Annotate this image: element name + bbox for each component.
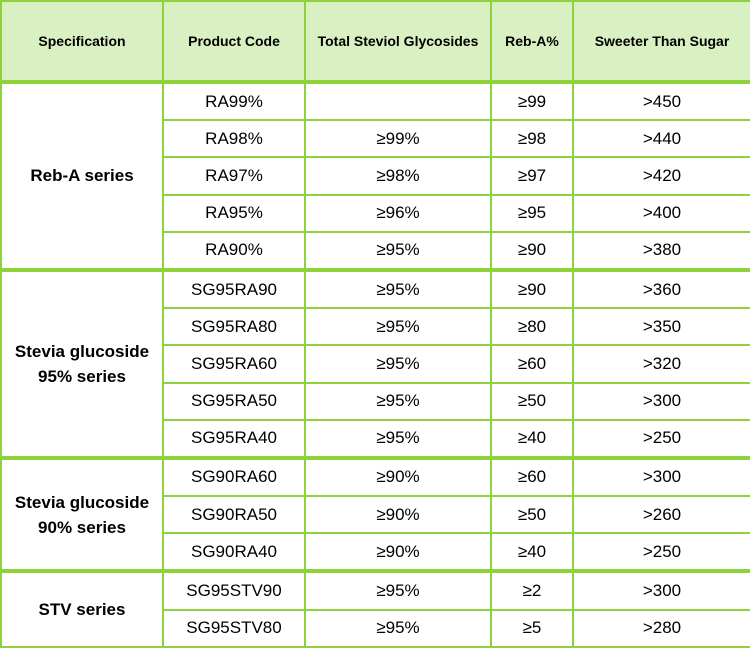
- product-code-cell: SG95STV90: [163, 571, 305, 609]
- series-name-line: Stevia glucoside: [14, 492, 150, 512]
- table-row: [1, 571, 750, 609]
- total-steviol-glycosides-cell: ≥95%: [305, 270, 491, 308]
- total-steviol-glycosides-cell: ≥95%: [305, 610, 491, 647]
- product-code-cell: SG95RA80: [163, 308, 305, 345]
- sweeter-than-sugar-cell: >380: [573, 232, 750, 270]
- series-name-line: Reb-A series: [30, 166, 134, 186]
- sweeter-than-sugar-cell: >250: [573, 533, 750, 571]
- reb-a-cell: ≥60: [491, 458, 573, 496]
- table-row: [1, 458, 750, 496]
- sweeter-than-sugar-cell: >450: [573, 82, 750, 120]
- sweeter-than-sugar-cell: >300: [573, 383, 750, 420]
- reb-a-cell: ≥40: [491, 420, 573, 458]
- reb-a-cell: ≥90: [491, 270, 573, 308]
- total-steviol-glycosides-cell: ≥90%: [305, 533, 491, 571]
- total-steviol-glycosides-cell: ≥95%: [305, 308, 491, 345]
- series-name-line: 90% series: [38, 517, 126, 537]
- reb-a-cell: ≥80: [491, 308, 573, 345]
- series-name-cell: [1, 270, 163, 458]
- header-reb-a: Reb-A%: [491, 1, 573, 82]
- total-steviol-glycosides-cell: ≥95%: [305, 383, 491, 420]
- reb-a-cell: ≥97: [491, 157, 573, 194]
- total-steviol-glycosides-cell: ≥95%: [305, 232, 491, 270]
- sweeter-than-sugar-cell: >420: [573, 157, 750, 194]
- series-name-cell: [1, 571, 163, 646]
- series-name-cell: [1, 458, 163, 572]
- product-code-cell: SG95RA90: [163, 270, 305, 308]
- header-total-steviol-glycosides: Total Steviol Glycosides: [305, 1, 491, 82]
- product-code-cell: RA95%: [163, 195, 305, 232]
- total-steviol-glycosides-cell: ≥90%: [305, 496, 491, 533]
- reb-a-cell: ≥5: [491, 610, 573, 647]
- reb-a-cell: ≥40: [491, 533, 573, 571]
- sweeter-than-sugar-cell: >350: [573, 308, 750, 345]
- sweeter-than-sugar-cell: >440: [573, 120, 750, 157]
- table-body: [1, 82, 750, 647]
- sweeter-than-sugar-cell: >280: [573, 610, 750, 647]
- header-specification: Specification: [1, 1, 163, 82]
- product-code-cell: SG90RA40: [163, 533, 305, 571]
- reb-a-cell: ≥50: [491, 383, 573, 420]
- total-steviol-glycosides-cell: ≥96%: [305, 195, 491, 232]
- product-code-cell: SG90RA50: [163, 496, 305, 533]
- product-code-cell: SG90RA60: [163, 458, 305, 496]
- product-code-cell: RA90%: [163, 232, 305, 270]
- sweeter-than-sugar-cell: >400: [573, 195, 750, 232]
- series-name-line: STV series: [38, 600, 126, 620]
- series-name-line: Stevia glucoside: [14, 341, 150, 361]
- product-code-cell: SG95RA40: [163, 420, 305, 458]
- sweeter-than-sugar-cell: >300: [573, 458, 750, 496]
- sweeter-than-sugar-cell: >360: [573, 270, 750, 308]
- reb-a-cell: ≥60: [491, 345, 573, 382]
- total-steviol-glycosides-cell: [305, 82, 491, 120]
- header-row: [1, 1, 750, 82]
- series-name-line: 95% series: [38, 366, 126, 386]
- header-sweeter-than-sugar: Sweeter Than Sugar: [573, 1, 750, 82]
- reb-a-cell: ≥50: [491, 496, 573, 533]
- product-code-cell: RA98%: [163, 120, 305, 157]
- total-steviol-glycosides-cell: ≥95%: [305, 571, 491, 609]
- table-row: [1, 82, 750, 120]
- series-name-cell: [1, 82, 163, 270]
- table-row: [1, 270, 750, 308]
- product-code-cell: SG95STV80: [163, 610, 305, 647]
- reb-a-cell: ≥99: [491, 82, 573, 120]
- reb-a-cell: ≥90: [491, 232, 573, 270]
- sweeter-than-sugar-cell: >260: [573, 496, 750, 533]
- product-code-cell: SG95RA60: [163, 345, 305, 382]
- sweeter-than-sugar-cell: >300: [573, 571, 750, 609]
- product-code-cell: RA99%: [163, 82, 305, 120]
- sweeter-than-sugar-cell: >250: [573, 420, 750, 458]
- header-product-code: Product Code: [163, 1, 305, 82]
- total-steviol-glycosides-cell: ≥95%: [305, 345, 491, 382]
- total-steviol-glycosides-cell: ≥99%: [305, 120, 491, 157]
- product-code-cell: RA97%: [163, 157, 305, 194]
- reb-a-cell: ≥98: [491, 120, 573, 157]
- sweeter-than-sugar-cell: >320: [573, 345, 750, 382]
- total-steviol-glycosides-cell: ≥90%: [305, 458, 491, 496]
- table-header: [1, 1, 750, 82]
- reb-a-cell: ≥2: [491, 571, 573, 609]
- total-steviol-glycosides-cell: ≥95%: [305, 420, 491, 458]
- total-steviol-glycosides-cell: ≥98%: [305, 157, 491, 194]
- reb-a-cell: ≥95: [491, 195, 573, 232]
- product-code-cell: SG95RA50: [163, 383, 305, 420]
